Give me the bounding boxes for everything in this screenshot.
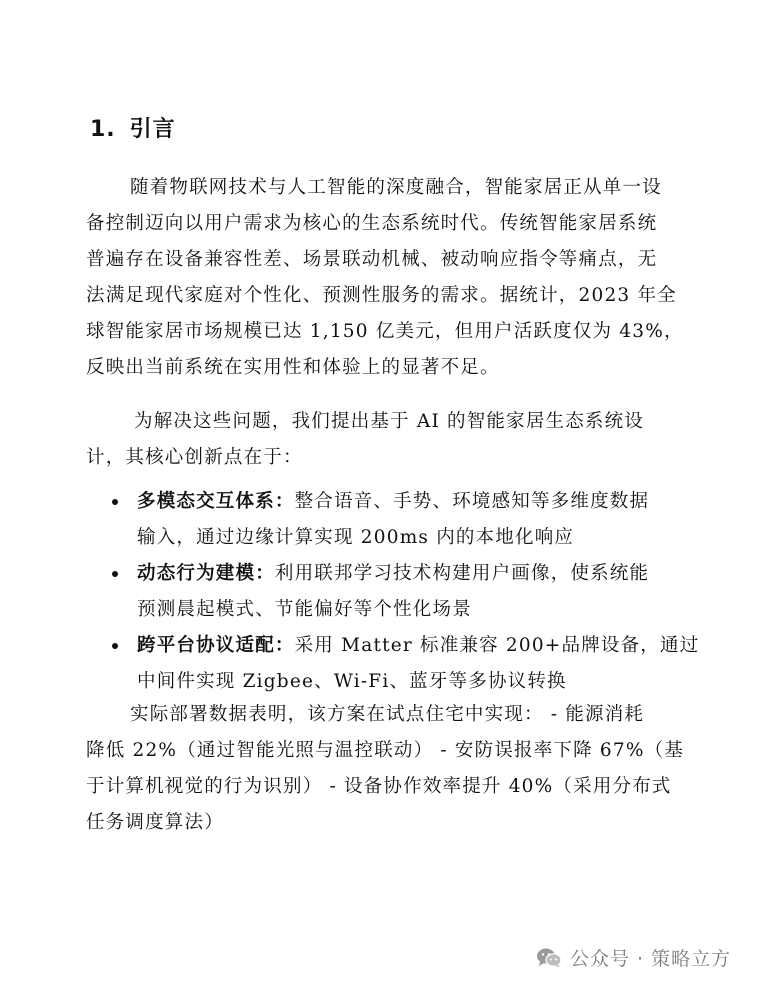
paragraph-results bbox=[86, 697, 686, 841]
watermark-text: 公众号 · 策略立方 bbox=[570, 948, 732, 970]
paragraph-line: 实际部署数据表明，该方案在试点住宅中实现： - 能源消耗 bbox=[130, 704, 645, 725]
bullet-term: 动态行为建模： bbox=[137, 563, 275, 584]
bullet-dot bbox=[112, 643, 118, 649]
list-item bbox=[108, 628, 700, 700]
section-heading bbox=[90, 112, 176, 143]
bullet-dot bbox=[112, 499, 118, 505]
paragraph-line: 降低 22%（通过智能光照与温控联动） - 安防误报率下降 67%（基 bbox=[86, 740, 685, 761]
section-number: 1. bbox=[90, 117, 116, 142]
paragraph-line: 随着物联网技术与人工智能的深度融合，智能家居正从单一设 bbox=[130, 177, 662, 198]
paragraph-line: 球智能家居市场规模已达 1,150 亿美元，但用户活跃度仅为 43%， bbox=[86, 321, 684, 342]
bullet-dot bbox=[112, 571, 118, 577]
list-item bbox=[108, 556, 688, 628]
bullet-term: 跨平台协议适配： bbox=[137, 635, 295, 656]
bullet-text: 整合语音、手势、环境感知等多维度数据 bbox=[294, 491, 650, 512]
bullet-text-cont: 中间件实现 Zigbee、Wi-Fi、蓝牙等多协议转换 bbox=[137, 671, 567, 692]
innovation-list bbox=[108, 484, 700, 700]
paragraph-proposal bbox=[86, 404, 686, 476]
paragraph-line: 反映出当前系统在实用性和体验上的显著不足。 bbox=[86, 357, 500, 378]
paragraph-line: 计，其核心创新点在于： bbox=[86, 447, 303, 468]
paragraph-line: 为解决这些问题，我们提出基于 AI 的智能家居生态系统设 bbox=[134, 411, 645, 432]
bullet-text: 采用 Matter 标准兼容 200+品牌设备，通过 bbox=[294, 635, 700, 656]
bullet-text-cont: 预测晨起模式、节能偏好等个性化场景 bbox=[137, 599, 472, 620]
list-item bbox=[108, 484, 688, 556]
wechat-watermark bbox=[536, 944, 731, 971]
bullet-term: 多模态交互体系： bbox=[137, 491, 295, 512]
bullet-text: 利用联邦学习技术构建用户画像，使系统能 bbox=[274, 563, 650, 584]
paragraph-line: 任务调度算法） bbox=[86, 812, 224, 833]
wechat-icon bbox=[536, 947, 562, 969]
paragraph-line: 备控制迈向以用户需求为核心的生态系统时代。传统智能家居系统 bbox=[86, 213, 658, 234]
bullet-text-cont: 输入，通过边缘计算实现 200ms 内的本地化响应 bbox=[137, 527, 575, 548]
paragraph-intro bbox=[86, 170, 686, 386]
section-title: 引言 bbox=[129, 117, 176, 142]
paragraph-line: 普遍存在设备兼容性差、场景联动机械、被动响应指令等痛点，无 bbox=[86, 249, 658, 270]
paragraph-line: 法满足现代家庭对个性化、预测性服务的需求。据统计，2023 年全 bbox=[86, 285, 677, 306]
paragraph-line: 于计算机视觉的行为识别） - 设备协作效率提升 40%（采用分布式 bbox=[86, 776, 672, 797]
